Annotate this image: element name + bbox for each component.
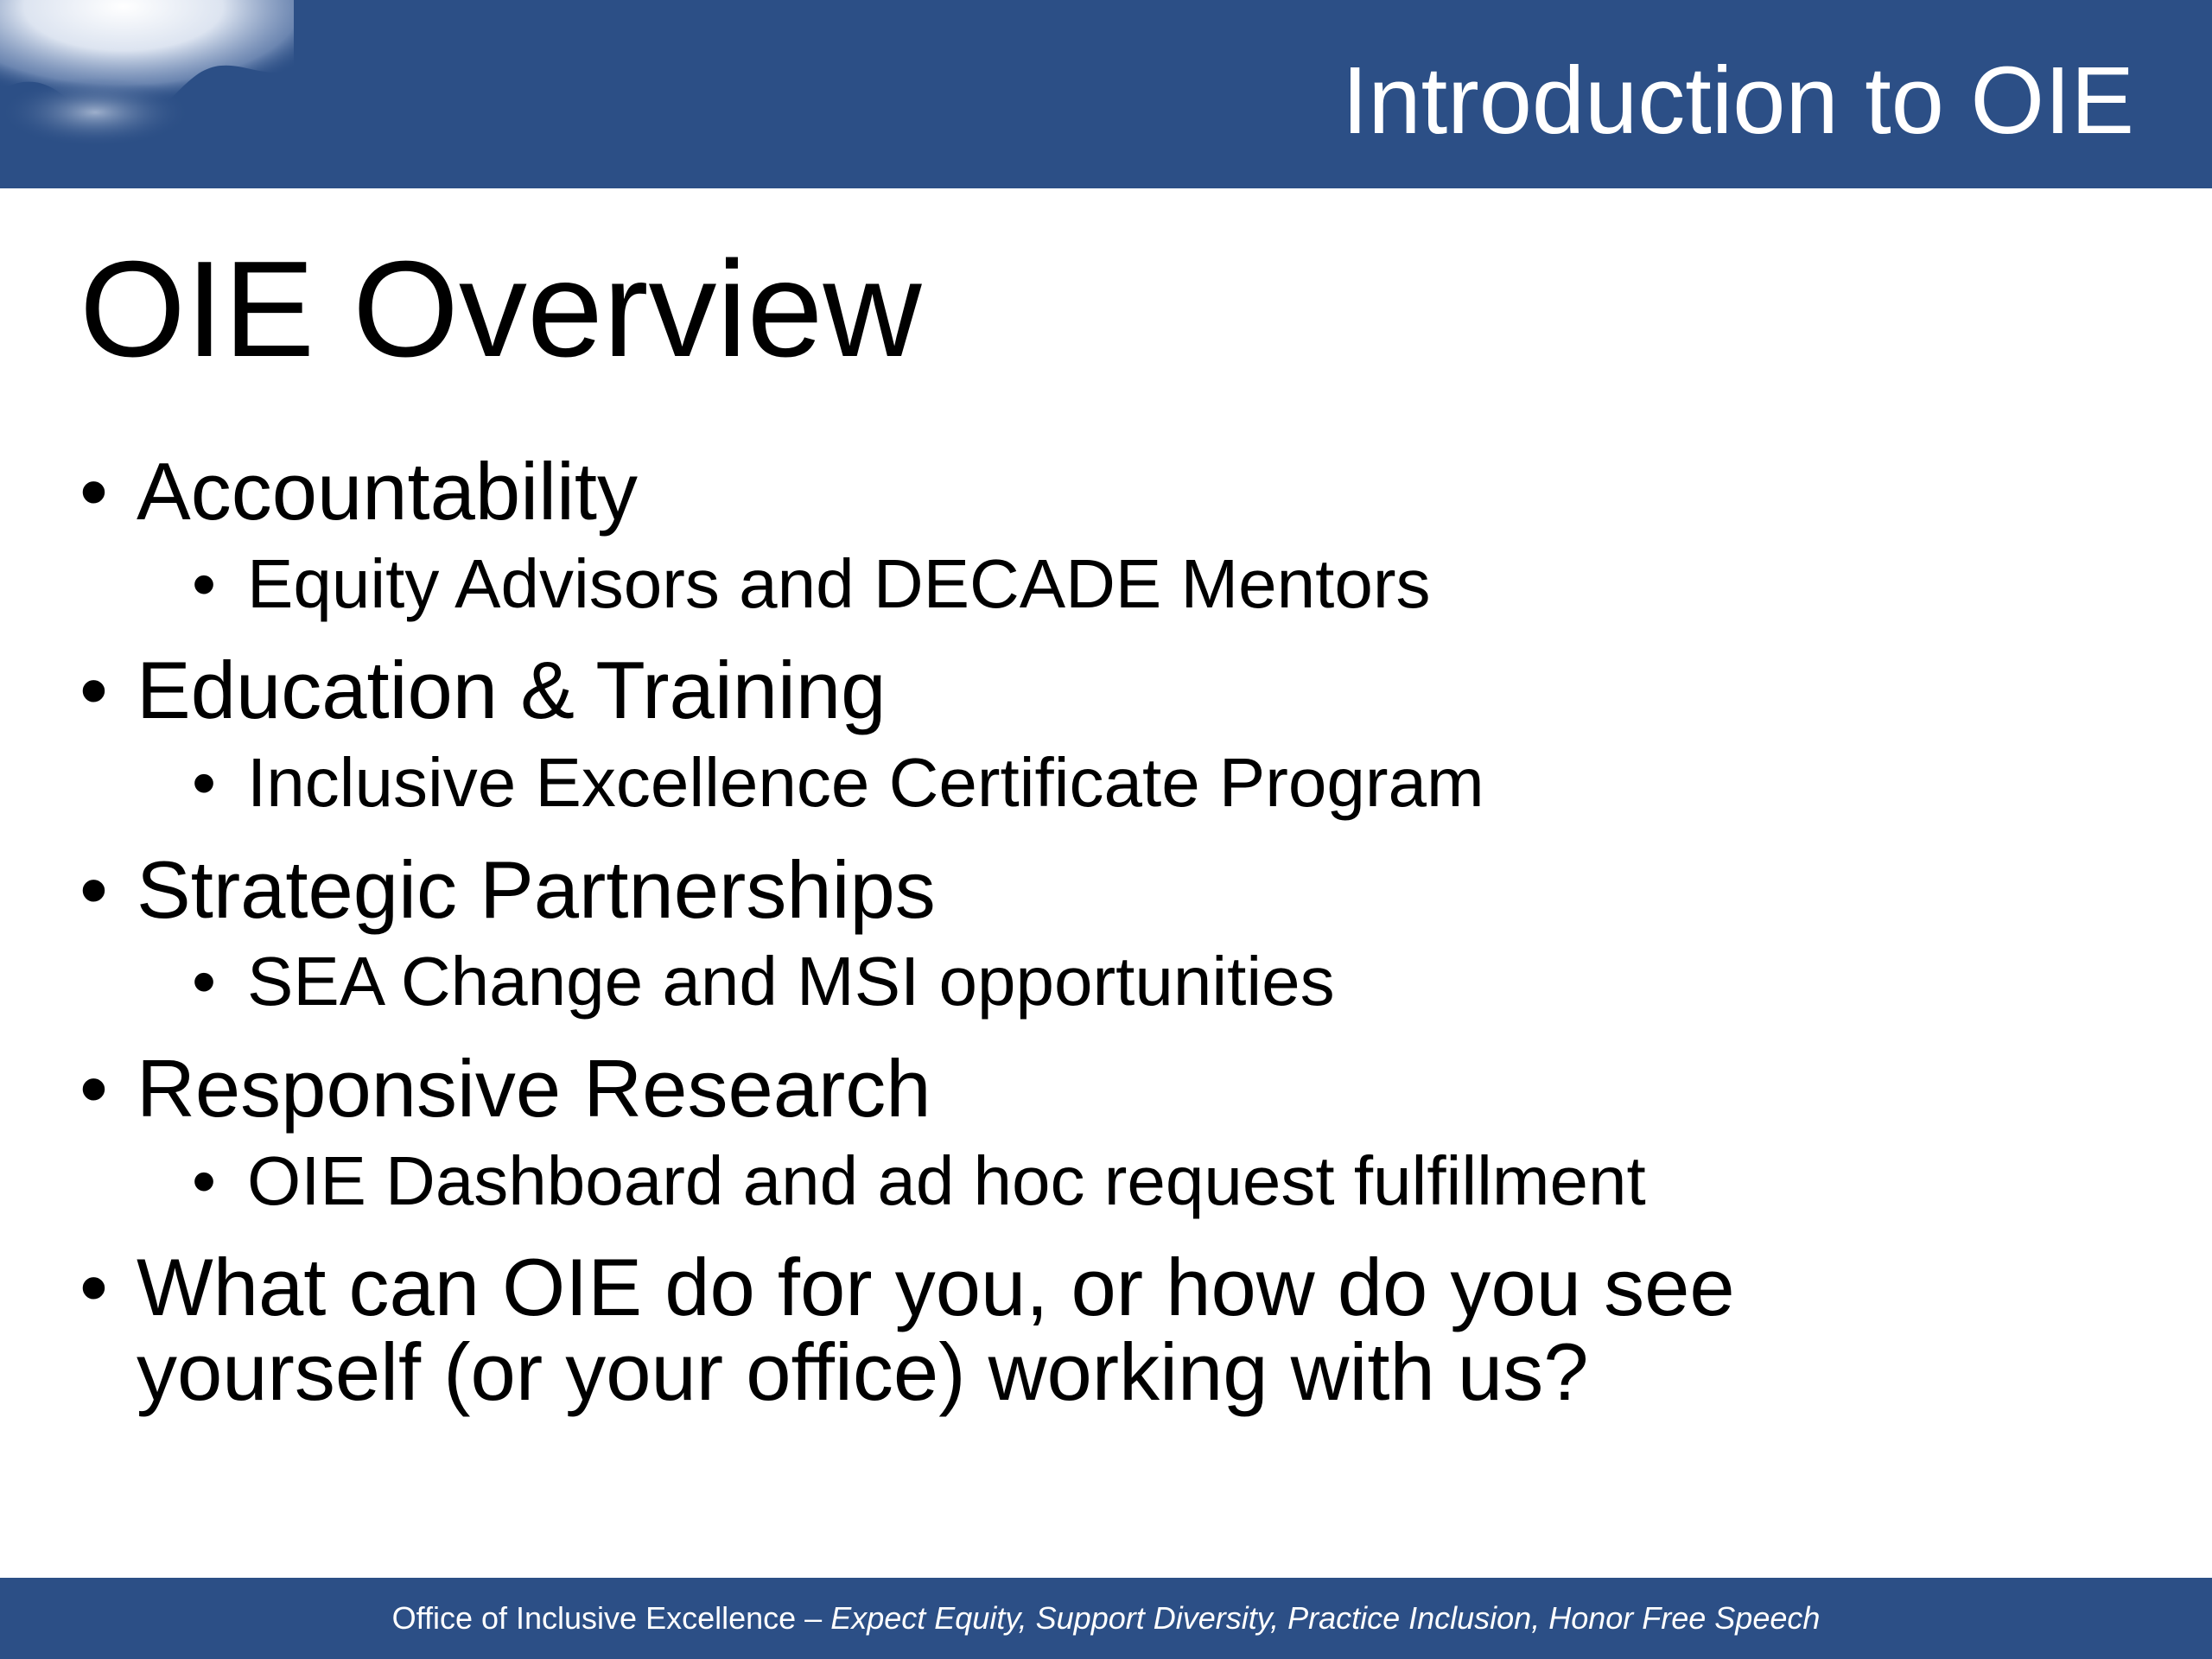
- sub-bullet-label: OIE Dashboard and ad hoc request fulfillment: [247, 1142, 1646, 1219]
- footer-tagline: Expect Equity, Support Diversity, Practice Inclusion, Honor Free Speech: [830, 1600, 1821, 1636]
- footer-band: [0, 1578, 2212, 1659]
- sub-bullet-label: Equity Advisors and DECADE Mentors: [247, 545, 1431, 622]
- sub-bullet-label: Inclusive Excellence Certificate Program: [247, 744, 1484, 821]
- bullet-dot-icon: •: [79, 1242, 108, 1332]
- bullet-label: Responsive Research: [137, 1043, 931, 1134]
- sub-bullet-dot-icon: •: [192, 1142, 217, 1219]
- footer-text: [0, 1599, 2212, 1638]
- footer-office: Office of Inclusive Excellence –: [391, 1600, 831, 1636]
- bullet-label: Accountability: [137, 446, 638, 537]
- sub-bullet-dot-icon: •: [192, 545, 217, 622]
- bullet-label: Education & Training: [137, 645, 887, 735]
- slide-title: OIE Overview: [79, 233, 922, 385]
- bullet-dot-icon: •: [79, 1043, 108, 1134]
- bullet-dot-icon: •: [79, 844, 108, 935]
- sub-bullet-dot-icon: •: [192, 943, 217, 1020]
- header-title: Introduction to OIE: [1341, 48, 2134, 154]
- bullet-label: What can OIE do for you, or how do you see yourself (or your office) working with us?: [137, 1242, 1735, 1417]
- bullet-dot-icon: •: [79, 446, 108, 537]
- sub-bullet-label: SEA Change and MSI opportunities: [247, 943, 1335, 1020]
- sub-bullet-dot-icon: •: [192, 744, 217, 821]
- bullet-dot-icon: •: [79, 645, 108, 735]
- header-band: [0, 0, 2212, 188]
- globe-arc-logo-icon: [0, 0, 311, 156]
- bullet-label: Strategic Partnerships: [137, 844, 936, 935]
